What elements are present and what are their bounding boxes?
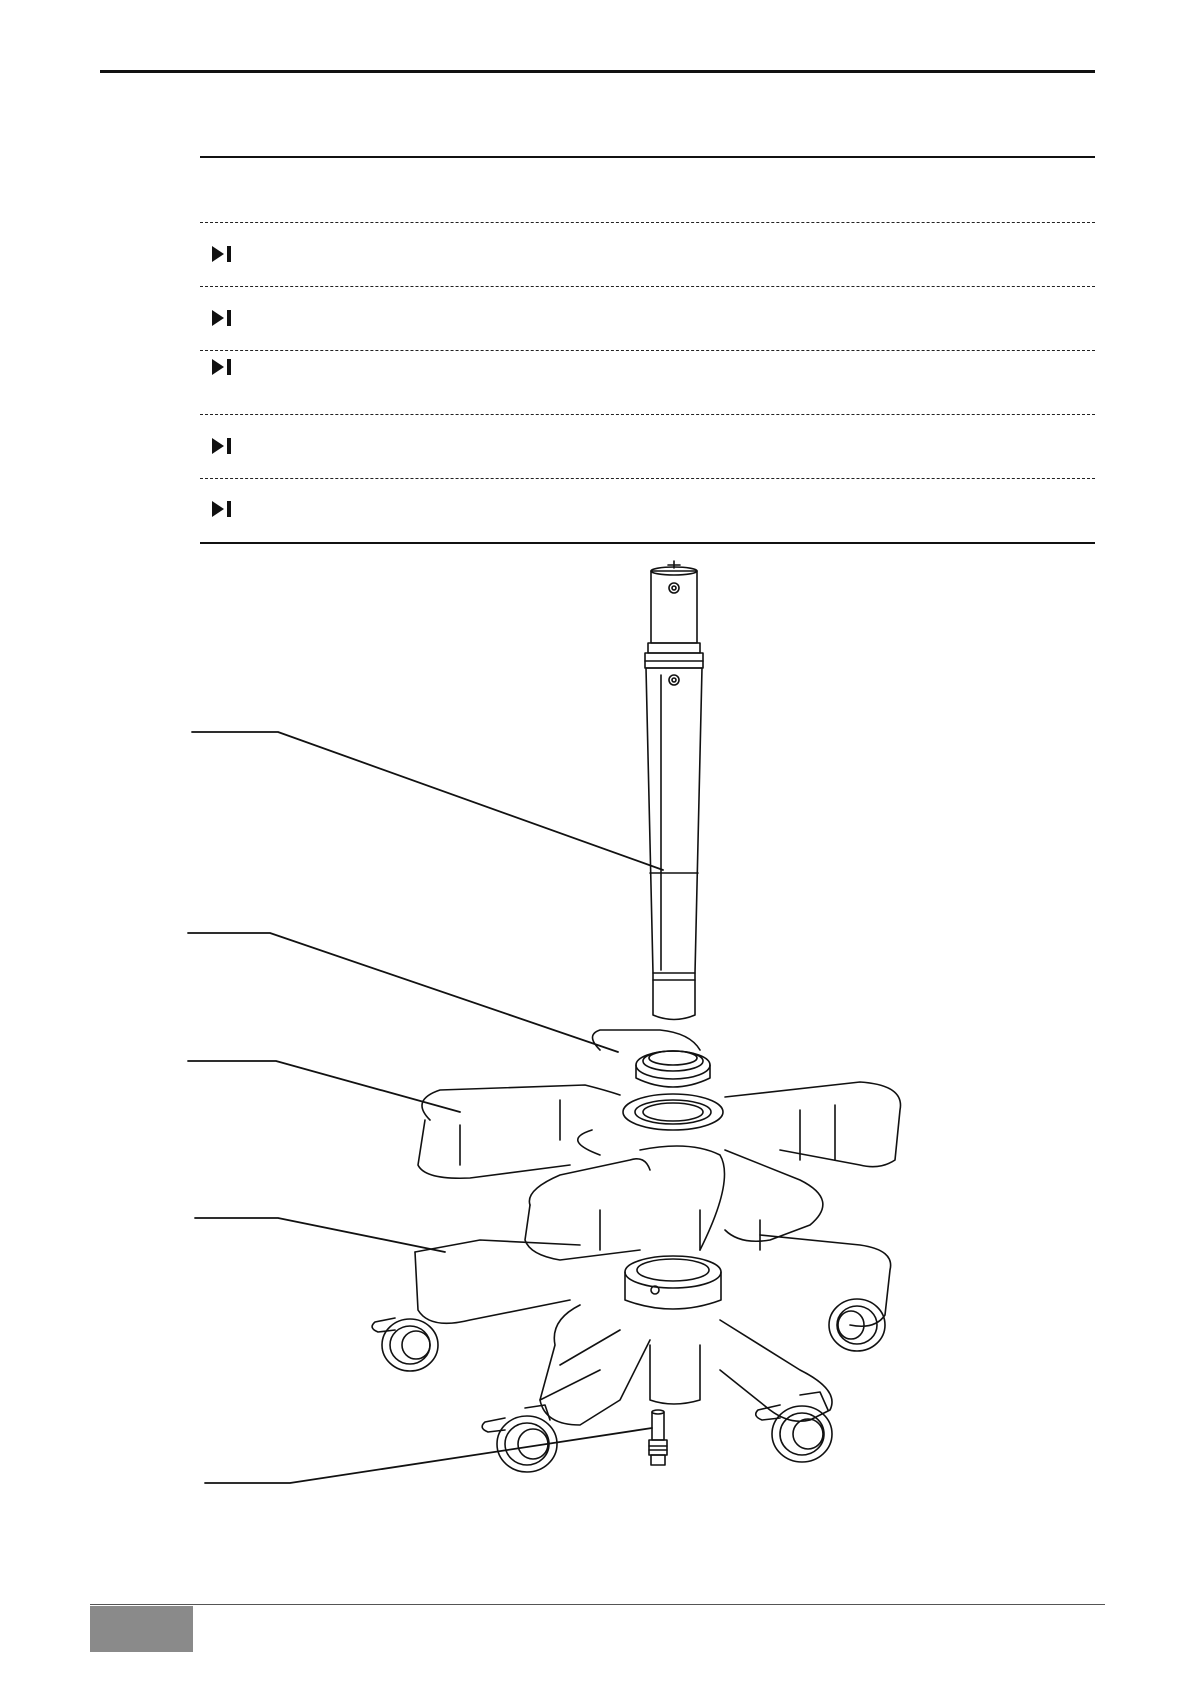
- row-divider: [200, 286, 1095, 287]
- lower-star-base: [415, 1235, 891, 1425]
- play-step-icon: [210, 500, 236, 518]
- row-divider: [200, 414, 1095, 415]
- play-step-icon: [210, 309, 236, 327]
- play-step-icon: [210, 358, 236, 376]
- caster-right-rear: [829, 1299, 885, 1351]
- row-divider: [200, 222, 1095, 223]
- row-divider: [200, 478, 1095, 479]
- caster-wheels: [372, 1299, 885, 1472]
- row-divider: [200, 350, 1095, 351]
- play-step-icon: [210, 437, 236, 455]
- footer-rule: [90, 1604, 1105, 1605]
- table-top-rule: [200, 156, 1095, 158]
- play-step-icon: [210, 245, 236, 263]
- table-bottom-rule: [200, 542, 1095, 544]
- callout-leaders: [188, 732, 663, 1483]
- caster-right-front: [756, 1392, 832, 1462]
- caster-left-front: [482, 1405, 557, 1472]
- assembly-figure: [0, 555, 1191, 1510]
- page-number-box: [90, 1606, 193, 1652]
- mounting-bolt: [649, 1410, 667, 1465]
- header-rule: [100, 70, 1095, 73]
- caster-left-rear: [372, 1318, 438, 1371]
- column-bushing: [636, 1051, 710, 1087]
- gas-lift-column: [645, 561, 703, 1020]
